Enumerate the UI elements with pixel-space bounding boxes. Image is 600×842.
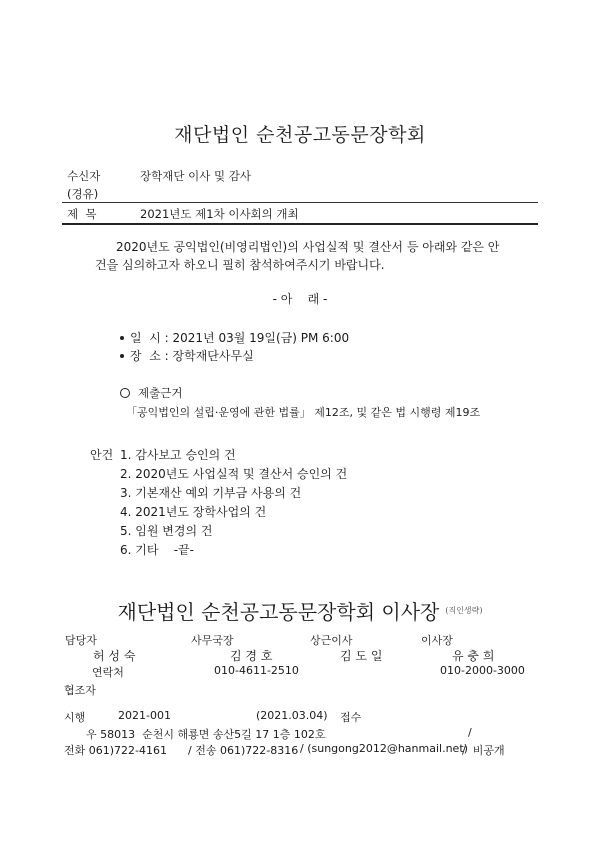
- bullet-icon: [120, 336, 124, 340]
- agenda-item: 3. 기본재산 예외 기부금 사용의 건: [120, 486, 302, 500]
- org-title: 재단법인 순천공고동문장학회: [174, 124, 426, 146]
- via-label: (경유): [67, 187, 99, 201]
- body-line-1: 2020년도 공익법인(비영리법인)의 사업실적 및 결산서 등 아래와 같은 안: [116, 240, 500, 254]
- phone: 전화 061)722-4161: [64, 744, 167, 757]
- email: / (sungong2012@hanmail.net): [300, 742, 468, 755]
- address: 우 58013 순천시 해룡면 송산5길 17 1층 102호: [86, 728, 326, 741]
- meeting-place-label: 장 소: [130, 349, 161, 363]
- cooperator-label: 협조자: [64, 684, 96, 697]
- role-secretary-general: 사무국장: [191, 634, 234, 647]
- divider-subject: [62, 223, 538, 225]
- recipient-value: 장학재단 이사 및 감사: [140, 169, 251, 183]
- name-chairman: 유 충 희: [452, 649, 495, 663]
- doc-date: (2021.03.04): [256, 709, 328, 722]
- doc-number: 2021-001: [118, 709, 171, 722]
- agenda-label: 안건: [90, 448, 114, 462]
- role-staff: 담당자: [65, 634, 97, 647]
- recipient-label: 수신자: [67, 169, 101, 183]
- basis-text: 「공익법인의 설립·운영에 관한 법률」 제12조, 및 같은 법 시행령 제19조: [126, 406, 481, 419]
- body-line-2: 건을 심의하고자 하오니 필히 참석하여주시기 바랍니다.: [95, 258, 385, 272]
- signature-block: [0, 596, 600, 625]
- agenda-item: 6. 기타 -끝-: [120, 543, 194, 557]
- role-chairman: 이사장: [421, 634, 453, 647]
- below-heading: - 아 래 -: [272, 292, 328, 306]
- contact-label: 연락처: [92, 666, 124, 679]
- doc-label: 시행: [64, 711, 86, 724]
- divider-top: [62, 202, 538, 203]
- agenda-item: 1. 감사보고 승인의 건: [120, 448, 236, 462]
- role-standing-director: 상근이사: [310, 634, 353, 647]
- circle-bullet-icon: [120, 388, 130, 398]
- subject-label: 제 목: [67, 207, 97, 221]
- seal-note: (직인생략): [445, 606, 483, 615]
- agenda-item: 5. 임원 변경의 건: [120, 524, 213, 538]
- fax: / 전송 061)722-8316: [188, 744, 299, 757]
- basis-heading-row: [120, 385, 182, 401]
- basis-heading: 제출근거: [138, 386, 183, 400]
- meeting-place: [120, 347, 254, 364]
- phone-secretary-general: 010-4611-2510: [214, 664, 299, 677]
- disclosure: / 비공개: [462, 744, 505, 757]
- meeting-date: [120, 329, 349, 346]
- bullet-icon: [120, 354, 124, 358]
- meeting-date-label: 일 시: [130, 331, 161, 345]
- signature-title: 재단법인 순천공고동문장학회 이사장: [117, 600, 440, 624]
- phone-chairman: 010-2000-3000: [440, 664, 525, 677]
- agenda-item: 4. 2021년도 장학사업의 건: [120, 505, 267, 519]
- receipt-label: 접수: [340, 711, 362, 724]
- name-staff: 허 성 숙: [93, 649, 136, 663]
- subject-value: 2021년도 제1차 이사회의 개최: [140, 207, 299, 221]
- name-secretary-general: 김 경 호: [230, 649, 273, 663]
- meeting-date-value: : 2021년 03월 19일(금) PM 6:00: [164, 331, 350, 345]
- meeting-place-value: : 장학재단사무실: [164, 349, 254, 363]
- agenda-item: 2. 2020년도 사업실적 및 결산서 승인의 건: [120, 467, 348, 481]
- name-standing-director: 김 도 일: [340, 649, 383, 663]
- address-separator: /: [468, 726, 472, 739]
